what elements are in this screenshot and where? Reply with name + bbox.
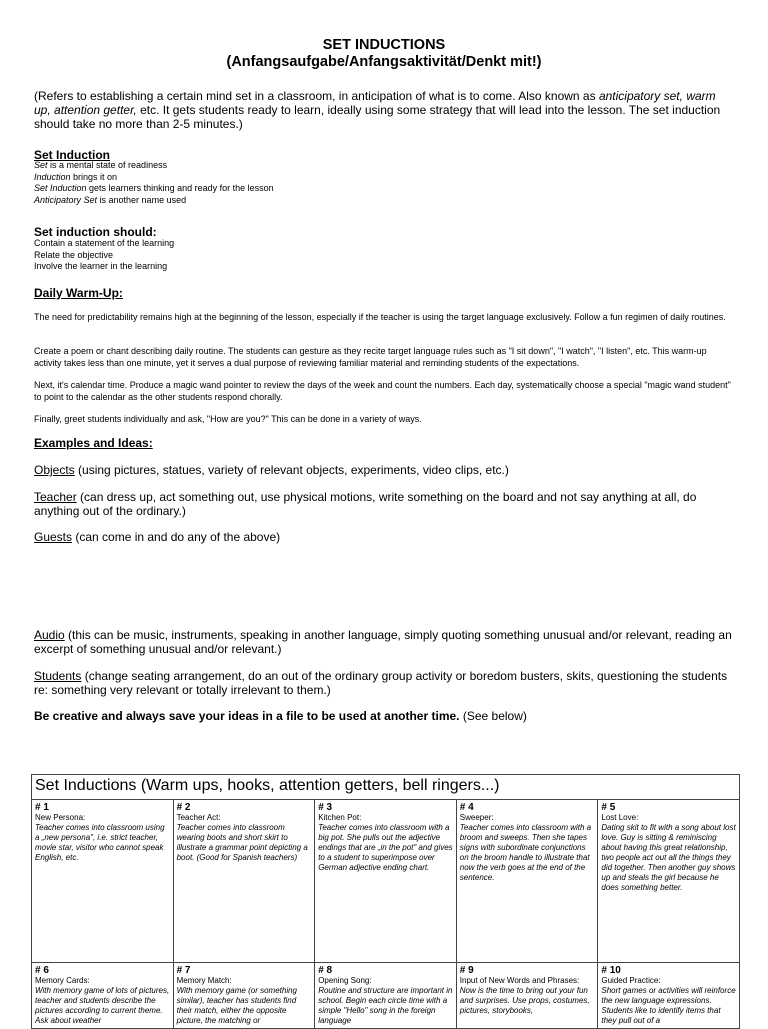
example-teacher: Teacher (can dress up, act something out, use physical motions, write something on the board and not say anything at all, do anything out of the ordinary.): [34, 490, 697, 518]
table-cell: # 3 Kitchen Pot: Teacher comes into classroom with a big pot. She pulls out the adjective endings that are „in the pot" and gives to a student to superimpose over German adjective ending chart.: [315, 800, 457, 963]
example-guests: Guests (can come in and do any of the above): [34, 530, 281, 544]
example-students: Students (change seating arrangement, do an out of the ordinary group activity or boredom busters, skits, questioning the students re: something very relevant or totally irrelevant to them.): [34, 669, 728, 697]
table-cell: # 7 Memory Match: With memory game (or something similar), teacher has students find their match, either the opposite picture, the matching or: [173, 963, 315, 1029]
table-header: Set Inductions (Warm ups, hooks, attention getters, bell ringers...): [32, 775, 740, 800]
should-item: Contain a statement of the learning: [34, 238, 175, 248]
warmup-paragraph: Next, it's calendar time. Produce a magic wand pointer to review the days of the week and count the numbers. Each day, systematically choose a special "magic wand student" to point to the calendar as the other students respond chorally.: [34, 380, 731, 402]
table-cell: # 2 Teacher Act: Teacher comes into classroom wearing boots and short skirt to illustrate a grammar point depicting a boot. (Good for Spanish teachers): [173, 800, 315, 963]
table-cell: # 1 New Persona: Teacher comes into classroom using a „new persona", i.e. strict teacher, movie star, visitor who cannot speak English, etc.: [32, 800, 174, 963]
definition-line: Anticipatory Set is another name used: [34, 194, 187, 205]
document-title: SET INDUCTIONS: [322, 37, 446, 53]
warmup-paragraph: Create a poem or chant describing daily routine. The students can gesture as they recite target language rules such as "I sit down", "I watch", "I listen", etc. This warm-up activity takes less than one minute, yet it serves a dual purpose of reviewing familiar material and reminding students of the expectations.: [34, 346, 707, 368]
intro-paragraph: (Refers to establishing a certain mind set in a classroom, in anticipation of what is to come. Also known as anticipatory set, warm up, attention getter, etc. It gets students ready to learn, ideally using some strategy that will lead into the lesson. The set induction should take no more than 2-5 minutes.): [34, 89, 721, 131]
warmup-paragraph: Finally, greet students individually and ask, "How are you?" This can be done in a variety of ways.: [34, 414, 422, 424]
set-induction-heading: Set Induction: [34, 148, 110, 162]
table-cell: # 8 Opening Song: Routine and structure are important in school. Begin each circle time with a simple "Hello" song in the foreign language: [315, 963, 457, 1029]
should-heading: Set induction should:: [34, 225, 157, 239]
warmup-heading: Daily Warm-Up:: [34, 286, 123, 300]
definition-line: Induction brings it on: [34, 171, 118, 182]
document-subtitle: (Anfangsaufgabe/Anfangsaktivität/Denkt mit!): [226, 54, 542, 70]
table-cell: # 4 Sweeper: Teacher comes into classroom with a broom and sweeps. Then she tapes signs with subordinate conjunctions on the broom handle to illustrate that now the verb goes at the end of the sentence.: [456, 800, 598, 963]
table-row: [32, 963, 740, 1029]
examples-heading: Examples and Ideas:: [34, 436, 153, 450]
should-item: Involve the learner in the learning: [34, 261, 168, 271]
table-cell: # 10 Guided Practice: Short games or activities will reinforce the new language expressions. Students like to identify items that they pull out of a: [598, 963, 740, 1029]
closing-note: Be creative and always save your ideas in a file to be used at another time. (See below): [34, 709, 527, 723]
table-cell: # 5 Lost Love: Dating skit to fit with a song about lost love. Guy is sitting & reminiscing about having this great relationship, two people act out all the things they did together. Then another guy shows up and steals the girl because he does something better.: [598, 800, 740, 963]
example-audio: Audio (this can be music, instruments, speaking in another language, simply quoting something unusual and/or relevant, reading an excerpt of something unusual and/or relevant.): [34, 628, 732, 656]
definition-line: Set Induction gets learners thinking and ready for the lesson: [34, 183, 274, 193]
should-list: [34, 238, 734, 273]
table-cell: # 9 Input of New Words and Phrases: Now is the time to bring out your fun and surprises. Use props, costumes, pictures, storybooks,: [456, 963, 598, 1029]
warmup-paragraph: The need for predictability remains high at the beginning of the lesson, especially if the teacher is using the target language exclusively. Follow a fun regimen of daily routines.: [34, 312, 726, 322]
table-row: [32, 800, 740, 963]
table-cell: # 6 Memory Cards: With memory game of lots of pictures, teacher and students describe the pictures according to current theme. Ask about weather: [32, 963, 174, 1029]
example-objects: Objects (using pictures, statues, variety of relevant objects, experiments, video clips, etc.): [34, 463, 509, 477]
definition-line: Set is a mental state of readiness: [34, 160, 168, 170]
set-inductions-table: [31, 774, 740, 1029]
should-item: Relate the objective: [34, 249, 114, 260]
set-induction-definitions: [34, 160, 734, 206]
